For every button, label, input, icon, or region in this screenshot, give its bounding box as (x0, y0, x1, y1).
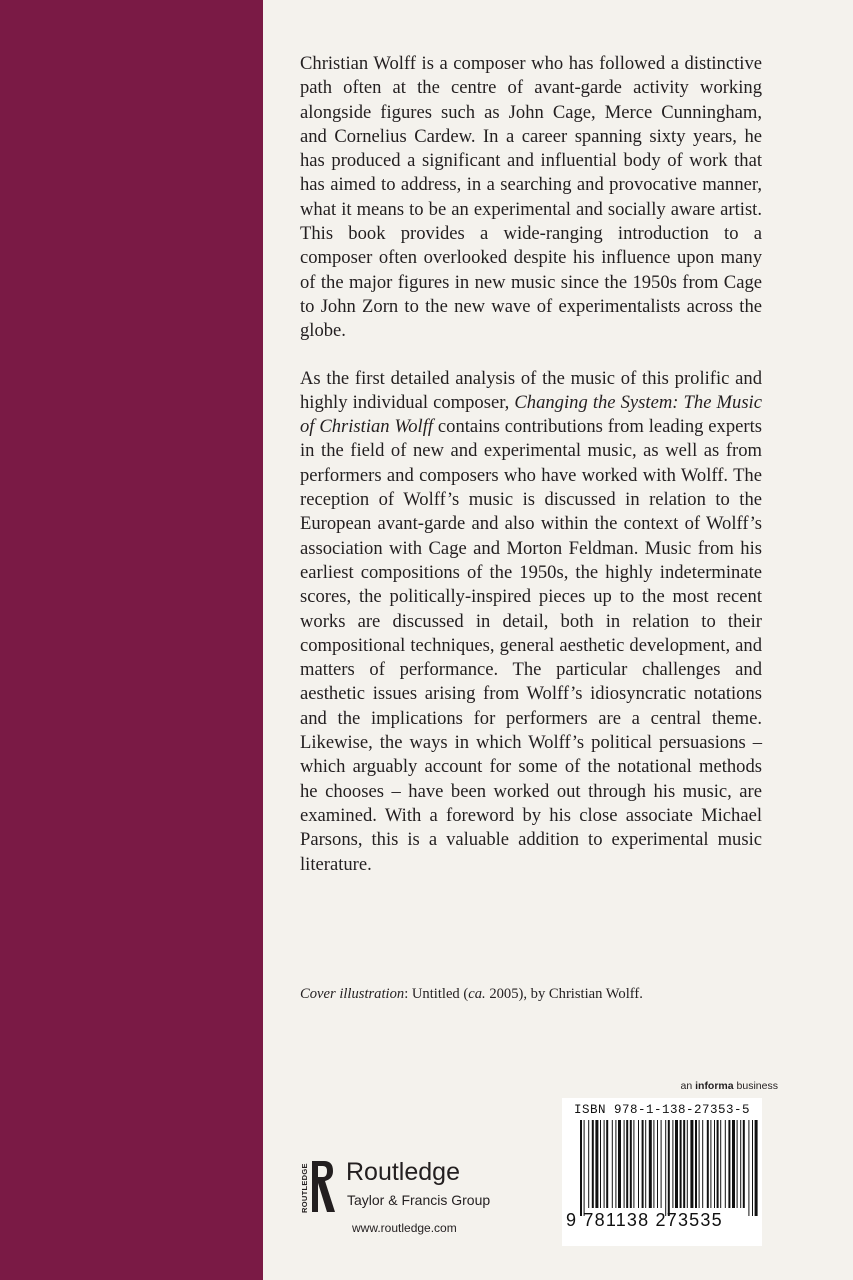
informa-tagline (681, 1080, 779, 1092)
barcode-bar (755, 1120, 758, 1216)
barcode-bar (645, 1120, 646, 1208)
barcode-bar (665, 1120, 666, 1216)
barcode-bar (612, 1120, 613, 1208)
barcode-bar (600, 1120, 601, 1208)
barcode-bar (672, 1120, 673, 1208)
isbn-text: ISBN 978-1-138-27353-5 (573, 1103, 751, 1117)
barcode-bar (642, 1120, 644, 1208)
blurb-paragraph-2-rest: contains contributions from leading experts in the field of new and experimental music, as well as from performers and composers who have worked with Wolff. The reception of Wolff’s music is discussed in relation to the European avant-garde and also within the context of Wolff’s association with Cage and Morton Feldman. Music from his earliest compositions of the 1950s, the highly indeterminate scores, the politically-inspired pieces up to the most recent works are discussed in detail, both in relation to their compositional techniques, general aesthetic development, and matters of performance. The particular challenges and aesthetic issues arising from Wolff’s idiosyncratic notations and the implications for performers are a central theme. Likewise, the ways in which Wolff’s political persuasions – which arguably account for some of the notational methods he chooses – have been worked out through his music, are examined. With a foreword by his close associate Michael Parsons, this is a valuable addition to experimental music literature. (300, 416, 763, 875)
barcode-bar (626, 1120, 628, 1208)
barcode-bar (668, 1120, 670, 1216)
barcode-bar (657, 1120, 658, 1208)
routledge-logo-icon (298, 1158, 338, 1214)
barcode-bar (675, 1120, 678, 1208)
barcode-bar (661, 1120, 662, 1208)
barcode-bar (737, 1120, 738, 1208)
barcode-bar (690, 1120, 693, 1208)
credit-text: : Untitled ( (404, 986, 469, 1002)
barcode-bar (595, 1120, 598, 1208)
barcode-bar (624, 1120, 625, 1208)
blurb-paragraph-2 (300, 367, 762, 877)
barcode (562, 1098, 762, 1246)
publisher-group: Taylor & Francis Group (347, 1192, 491, 1208)
barcode-bar (649, 1120, 652, 1208)
barcode-bar (748, 1120, 749, 1216)
barcode-bar (695, 1120, 697, 1208)
logo-vertical-text: ROUTLEDGE (300, 1163, 309, 1213)
informa-prefix: an (680, 1080, 693, 1092)
barcode-bar (732, 1120, 735, 1208)
barcode-bar (680, 1120, 682, 1208)
barcode-bar (717, 1120, 719, 1208)
barcode-bar (687, 1120, 688, 1208)
blurb-paragraph-2-lead: As the first detailed analysis of the music of this prolific and highly individual composer, (300, 367, 762, 413)
barcode-bar (638, 1120, 639, 1208)
barcode-bar (606, 1120, 608, 1208)
cover-illustration-credit (300, 986, 760, 1003)
barcode-bar (633, 1120, 634, 1208)
credit-label: Cover illustration (300, 986, 405, 1002)
barcode-bar (707, 1120, 709, 1208)
barcode-bar (580, 1120, 582, 1216)
publisher-url: www.routledge.com (352, 1221, 457, 1235)
barcode-bar (725, 1120, 726, 1208)
barcode-bar (728, 1120, 730, 1208)
barcode-bar (710, 1120, 711, 1208)
barcode-bar (699, 1120, 700, 1208)
informa-suffix: business (736, 1080, 778, 1092)
barcode-bar (714, 1120, 715, 1208)
blurb-paragraph-1: Christian Wolff is a composer who has followed a distinctive path often at the centre of avant-garde activity working alongside figures such as John Cage, Merce Cunningham, and Cornelius Cardew. In a career spanning sixty years, he has produced a significant and influential body of work that has aimed to address, in a searching and provocative manner, what it means to be an experimental and socially aware artist. This book provides a wide-ranging introduction to a composer often overlooked despite his influence upon many of the major figures in new music since the 1950s from Cage to John Zorn to the new wave of experimentalists across the globe. (300, 53, 762, 342)
barcode-bar (653, 1120, 654, 1208)
barcode-bar (592, 1120, 594, 1208)
blurb-text (300, 52, 762, 900)
barcode-bar (584, 1120, 585, 1216)
barcode-bar (604, 1120, 605, 1208)
barcode-bar (630, 1120, 632, 1208)
barcode-bar (752, 1120, 753, 1216)
publisher-name: Routledge (346, 1158, 460, 1186)
barcode-bar (615, 1120, 616, 1208)
barcode-bar (683, 1120, 685, 1208)
informa-brand: informa (695, 1080, 734, 1092)
barcode-bars (580, 1120, 758, 1216)
spine-band (0, 0, 263, 1280)
barcode-bar (743, 1120, 745, 1208)
credit-circa: ca. (468, 986, 486, 1002)
barcode-bar (702, 1120, 703, 1208)
barcode-bar (618, 1120, 621, 1208)
barcode-bar (740, 1120, 741, 1208)
barcode-bar (720, 1120, 721, 1208)
credit-rest: 2005), by Christian Wolff. (485, 986, 643, 1002)
ean-digits: 9 781138 273535 (566, 1210, 723, 1230)
barcode-bar (588, 1120, 589, 1208)
book-title: Changing the System: The Music of Christian Wolff (300, 391, 762, 438)
